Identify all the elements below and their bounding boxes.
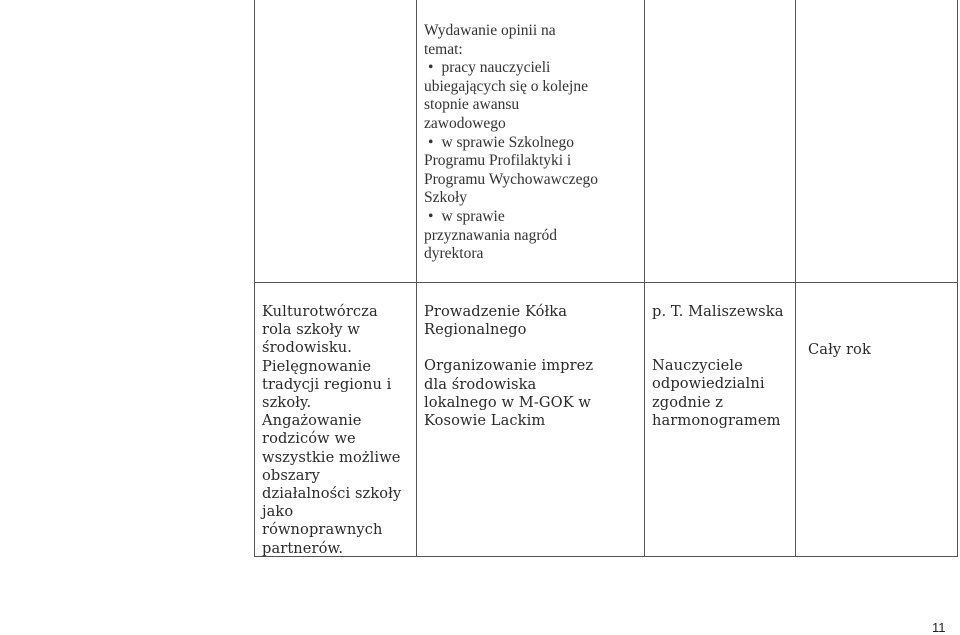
responsible-line: odpowiedzialni xyxy=(652,375,765,393)
goal-line: szkoły. xyxy=(262,394,312,412)
goal-line: obszary xyxy=(262,466,320,484)
task-line: Organizowanie imprez xyxy=(424,357,594,375)
goal-line: partnerów. xyxy=(262,539,344,557)
goal-line: Angażowanie xyxy=(262,412,362,430)
bullet-continuation: przyznawania nagród xyxy=(424,226,557,244)
responsible-line: harmonogramem xyxy=(652,411,781,429)
bullet-continuation: stopnie awansu xyxy=(424,96,520,114)
bullet-item: • w sprawie xyxy=(424,208,640,227)
responsible-line: zgodnie z xyxy=(652,393,724,411)
goal-line: Kulturotwórcza xyxy=(262,303,378,320)
deadline-line: Cały rok xyxy=(808,341,871,358)
bullet-continuation: ubiegających się o kolejne xyxy=(424,77,588,95)
intro-line: Wydawanie opinii na xyxy=(424,22,556,39)
table-border-left xyxy=(254,0,255,557)
goal-line: środowisku. xyxy=(262,339,353,357)
task-line: Kosowie Lackim xyxy=(424,412,546,430)
responsible-line: p. T. Maliszewska xyxy=(652,303,784,320)
row2-goal-cell xyxy=(262,303,412,558)
spacer xyxy=(652,321,792,357)
bullet-continuation: Szkoły xyxy=(424,189,468,207)
task-line: dla środowiska xyxy=(424,375,537,393)
row2-tasks-cell xyxy=(424,303,640,430)
table-border-col2 xyxy=(416,0,417,557)
goal-line: Pielęgnowanie xyxy=(262,357,372,375)
task-line: lokalnego w M-GOK w xyxy=(424,393,592,411)
goal-line: równoprawnych xyxy=(262,521,383,539)
goal-line: działalności szkoły xyxy=(262,485,402,503)
table-border-right xyxy=(957,0,958,557)
bullet-continuation: Programu Profilaktyki i xyxy=(424,152,572,170)
goal-line: tradycji regionu i xyxy=(262,375,392,393)
bullet-continuation: dyrektora xyxy=(424,245,484,263)
bullet-continuation: Programu Wychowawczego xyxy=(424,170,598,188)
table-border-col4 xyxy=(795,0,796,557)
bullet-item: • w sprawie Szkolnego xyxy=(424,134,640,153)
row2-deadline-cell xyxy=(808,341,953,359)
goal-line: rola szkoły w xyxy=(262,321,360,339)
goal-line: wszystkie możliwe xyxy=(262,448,401,466)
row2-responsible-cell xyxy=(652,303,792,430)
row1-opinions-cell xyxy=(424,22,640,264)
bullet-item: • pracy nauczycieli xyxy=(424,59,640,78)
table-row-divider xyxy=(254,282,958,283)
goal-line: jako xyxy=(262,503,294,521)
table-border-col3 xyxy=(644,0,645,557)
bullet-continuation: zawodowego xyxy=(424,114,506,132)
task-line: Regionalnego xyxy=(424,321,527,339)
page-number: 11 xyxy=(932,620,946,635)
intro-line: temat: xyxy=(424,40,463,58)
goal-line: rodziców we xyxy=(262,430,356,448)
responsible-line: Nauczyciele xyxy=(652,357,743,375)
spacer xyxy=(424,339,640,357)
task-line: Prowadzenie Kółka xyxy=(424,303,568,320)
